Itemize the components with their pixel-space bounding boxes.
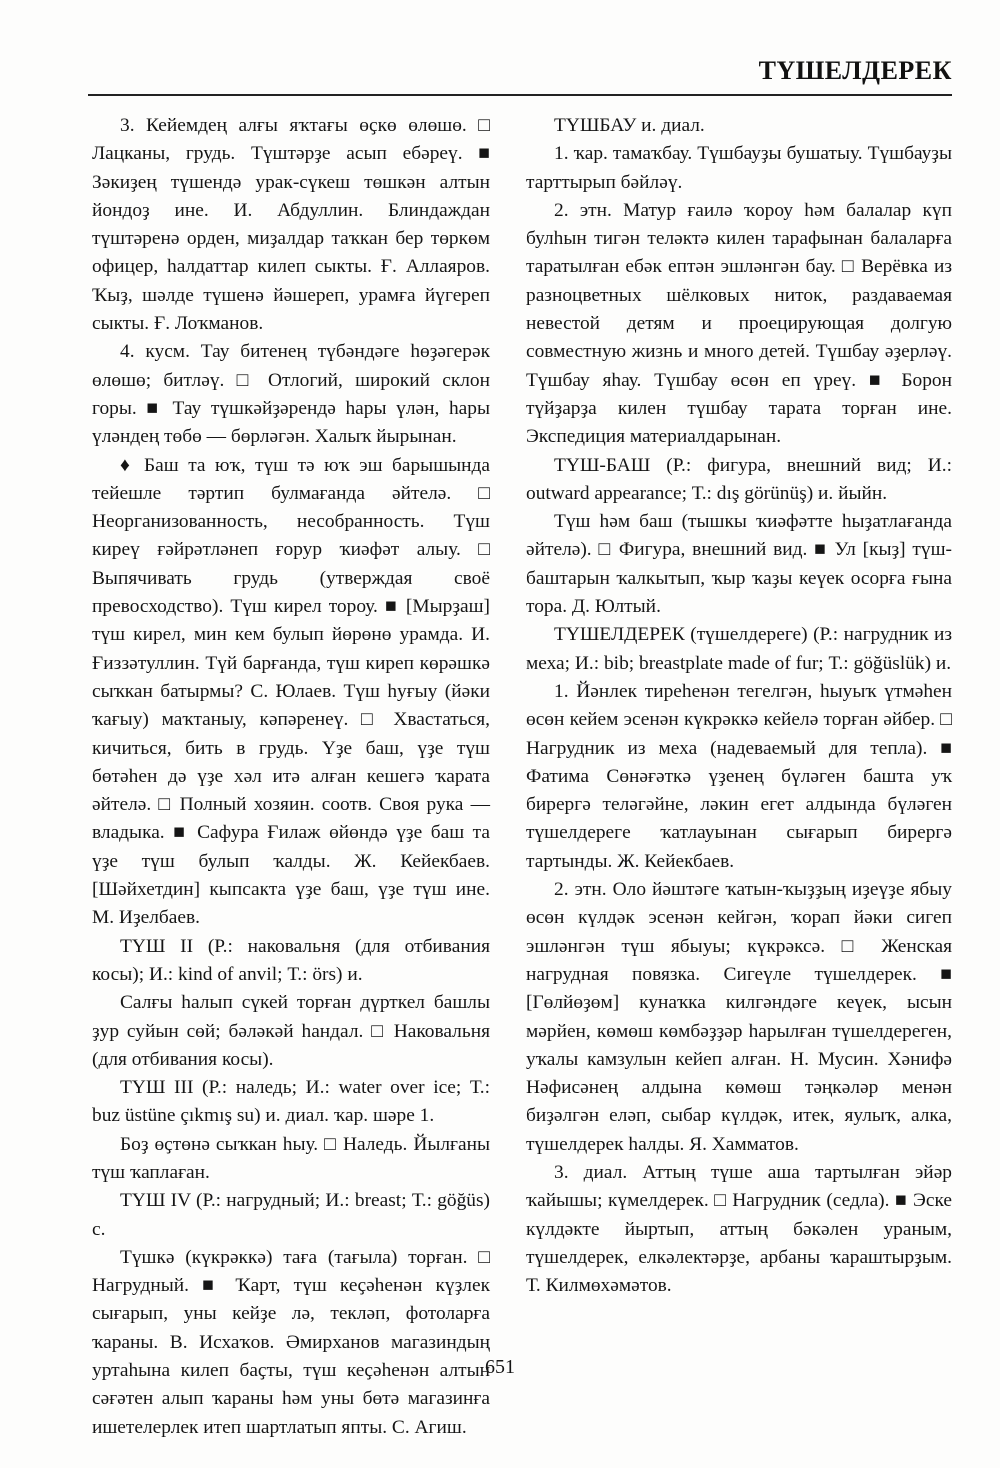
entry-paragraph: Түш һәм баш (тышкы ҡиәфәтте һыҙатлағанда әйтелә). □ Фигура, внешний вид. ■ Ул [кыҙ] түш-баштарын ҡалкытып, ҡыр ҡаҙы кеүек осорға ғына тора. Д. Юлтый. xyxy=(526,511,952,618)
entry-paragraph: ТҮШ II (Р.: наковальня (для отбивания косы); И.: kind of anvil; Т.: örs) и. xyxy=(92,935,490,985)
entry-paragraph: Түшкә (күкрәккә) тағa (тағыла) торған. □ Нагрудный. ■ Ҡарт, түш кеҫәһенән күҙлек сығарып, уны кейҙе лә, текләп, фотоларға ҡараны. В. Исхаҡов. Әмирханов магазиндың уртаһына килеп баҫты, түш кеҫәһенән алтын сәғәтен алып ҡараны һәм уны бөтә магазинға ишетелерлек итеп шартлатып япты. С. Агиш. xyxy=(92,1246,490,1438)
entry-paragraph: ТҮШ-БАШ (Р.: фигура, внешний вид; И.: outward appearance; Т.: dış görünüş) и. йыйн. xyxy=(526,454,952,504)
right-column xyxy=(526,112,952,1300)
entry-paragraph: 1. Йәнлек тиреһенән тегелгән, һыуыҡ үтмәһен өсөн кейем эсенән күкрәккә кейелә торған әйбер. □ Нагрудник из меха (надеваемый для тепла). ■ Фатима Сөнәғәткә үҙенең бүләген башта уҡ бирергә теләгәйне, ләкин егет алдында бүләген түшелдерегe ҡатлауынан сығарып бирергә тартынды. Ж. Кейекбаев. xyxy=(526,680,952,872)
entry-paragraph: ТҮШБАУ и. диал. xyxy=(554,115,705,136)
entry-paragraph: 3. Кейемдең алғы яҡтағы өҫкө өлөшө. □ Лацканы, грудь. Түштәрҙе асып ебәреү. ■ Зәкиҙең түшендә урак-сүкеш төшкән алтын йондоҙ ине. И. Абдуллин. Блиндаждан түштәренә орден, миҙалдар таҡкан бер төркөм офицер, һалдаттар килеп сыкты. Ғ. Аллаяров. Ҡыҙ, шәлде түшенә йәшереп, урамға йүгереп сыкты. Ғ. Лоҡманов. xyxy=(92,115,490,335)
entry-paragraph: ТҮШЕЛДЕРЕК (түшелдереге) (Р.: нагрудник из меха; И.: bib; breastplate made of fur; Т.: göğüslük) и. xyxy=(526,624,952,674)
page-number: 651 xyxy=(485,1356,515,1378)
header-rule xyxy=(88,94,952,96)
running-header-title: ТҮШЕЛДЕРЕК xyxy=(758,56,952,85)
entry-paragraph: ♦ Баш та юҡ, түш тә юҡ эш барышында тейешле тәртип булмағанда әйтелә. □ Неорганизованность, несобранность. Түш киреү ғәйрәтләнеп ғорур ҡиәфәт алыу. □ Выпячивать грудь (утверждая своё превосходство). Түш кирел тороу. ■ [Мырҙаш] түш кирел, мин кем булып йөрөнө урамда. И. Ғиззәтуллин. Түй барғанда, түш киреп көрәшкә сыҡкан батырмы? С. Юлаев. Түш һуғыу (йәки ҡағыу) маҡтаныу, кәпәренеү. □ Хвастаться, кичиться, бить в грудь. Үҙе баш, үҙе түш бөтәһен дә үҙе хәл итә алған кешегә ҡарата әйтелә. □ Полный хозяин. соотв. Своя рука — владыка. ■ Сафура Ғилаж өйөндә үҙе баш та үҙе түш булып ҡалды. Ж. Кейекбаев. [Шәйхетдин] кыпсакта үҙе баш, үҙе түш ине. М. Иҙелбаев. xyxy=(92,454,490,929)
entry-paragraph: 2. этн. Оло йәштәге ҡатын-ҡыҙҙың иҙеүҙе ябыу өсөн күлдәк эсенән кейгән, ҡорап йәки сигеп эшләнгән түш ябыуы; күкрәксә. □ Женская нагрудная повязка. Сигеүле түшелдерек. ■ [Гөлйөҙөм] кунаҡка килгәндәге кеүек, ысын мәрйен, көмөш көмбәҙҙәр һарылған түшелдереген, уҡалы камзулын кейеп алған. Н. Мусин. Хәнифә Нәфисәнең алдына көмөш тәңкәләр менән биҙәлгән еләп, сыбар күлдәк, итек, яулыҡ, алка, түшелдерек һалды. Я. Хамматов. xyxy=(526,879,952,1155)
entry-paragraph: 4. кусм. Тау битенең түбәндәге һөҙәгерәк өлөшө; битләү. □ Отлогий, широкий склон горы. ■ Тау түшкәйҙәрендә һары үлән, һары үләндең төбө — бөрләгән. Халыҡ йырынан. xyxy=(92,341,490,448)
entry-paragraph: Боҙ өҫтөнә сыҡкан һыу. □ Наледь. Йылғаны түш ҡаплаған. xyxy=(92,1133,490,1183)
entry-paragraph: Салғы һалып сүкей торған дүрткел башлы ҙур суйын сөй; бәләкәй һандал. □ Наковальня (для отбивания косы). xyxy=(92,992,490,1070)
entry-paragraph: 2. этн. Матур ғаилә ҡороу һәм балалар күп булһын тигән теләктә килен тарафынан балаларға таратылған ебәк ептән эшләнгән бау. □ Верёвка из разноцветных шёлковых ниток, раздаваемая невестой детям и проецирующая долгую совместную жизнь и много детей. Түшбау әҙерләү. Түшбау яһау. Түшбау өсөн еп үреү. ■ Борон түйҙарҙа килен түшбау тарата торған ине. Экспедиция материалдарынан. xyxy=(526,199,952,448)
left-column xyxy=(92,112,490,1442)
entry-paragraph: ТҮШ IV (Р.: нагрудный; И.: breast; Т.: göğüs) с. xyxy=(92,1190,490,1240)
entry-paragraph: ТҮШ III (Р.: наледь; И.: water over ice; Т.: buz üstüne çıkmış su) и. диал. ҡар. шәре 1. xyxy=(92,1077,490,1127)
entry-paragraph: 3. диал. Аттың түше аша тартылған эйәр ҡайышы; күмелдерек. □ Нагрудник (седла). ■ Эске күлдәкте йыртып, аттың бәкәлен ураным, түшелдерек, елкәлектәрҙе, арбаны ҡараштырҙым. Т. Килмөхәмәтов. xyxy=(526,1161,952,1297)
entry-paragraph: 1. ҡар. тамаҡбау. Түшбауҙы бушатыу. Түшбауҙы тарттырып бәйләү. xyxy=(526,143,952,193)
